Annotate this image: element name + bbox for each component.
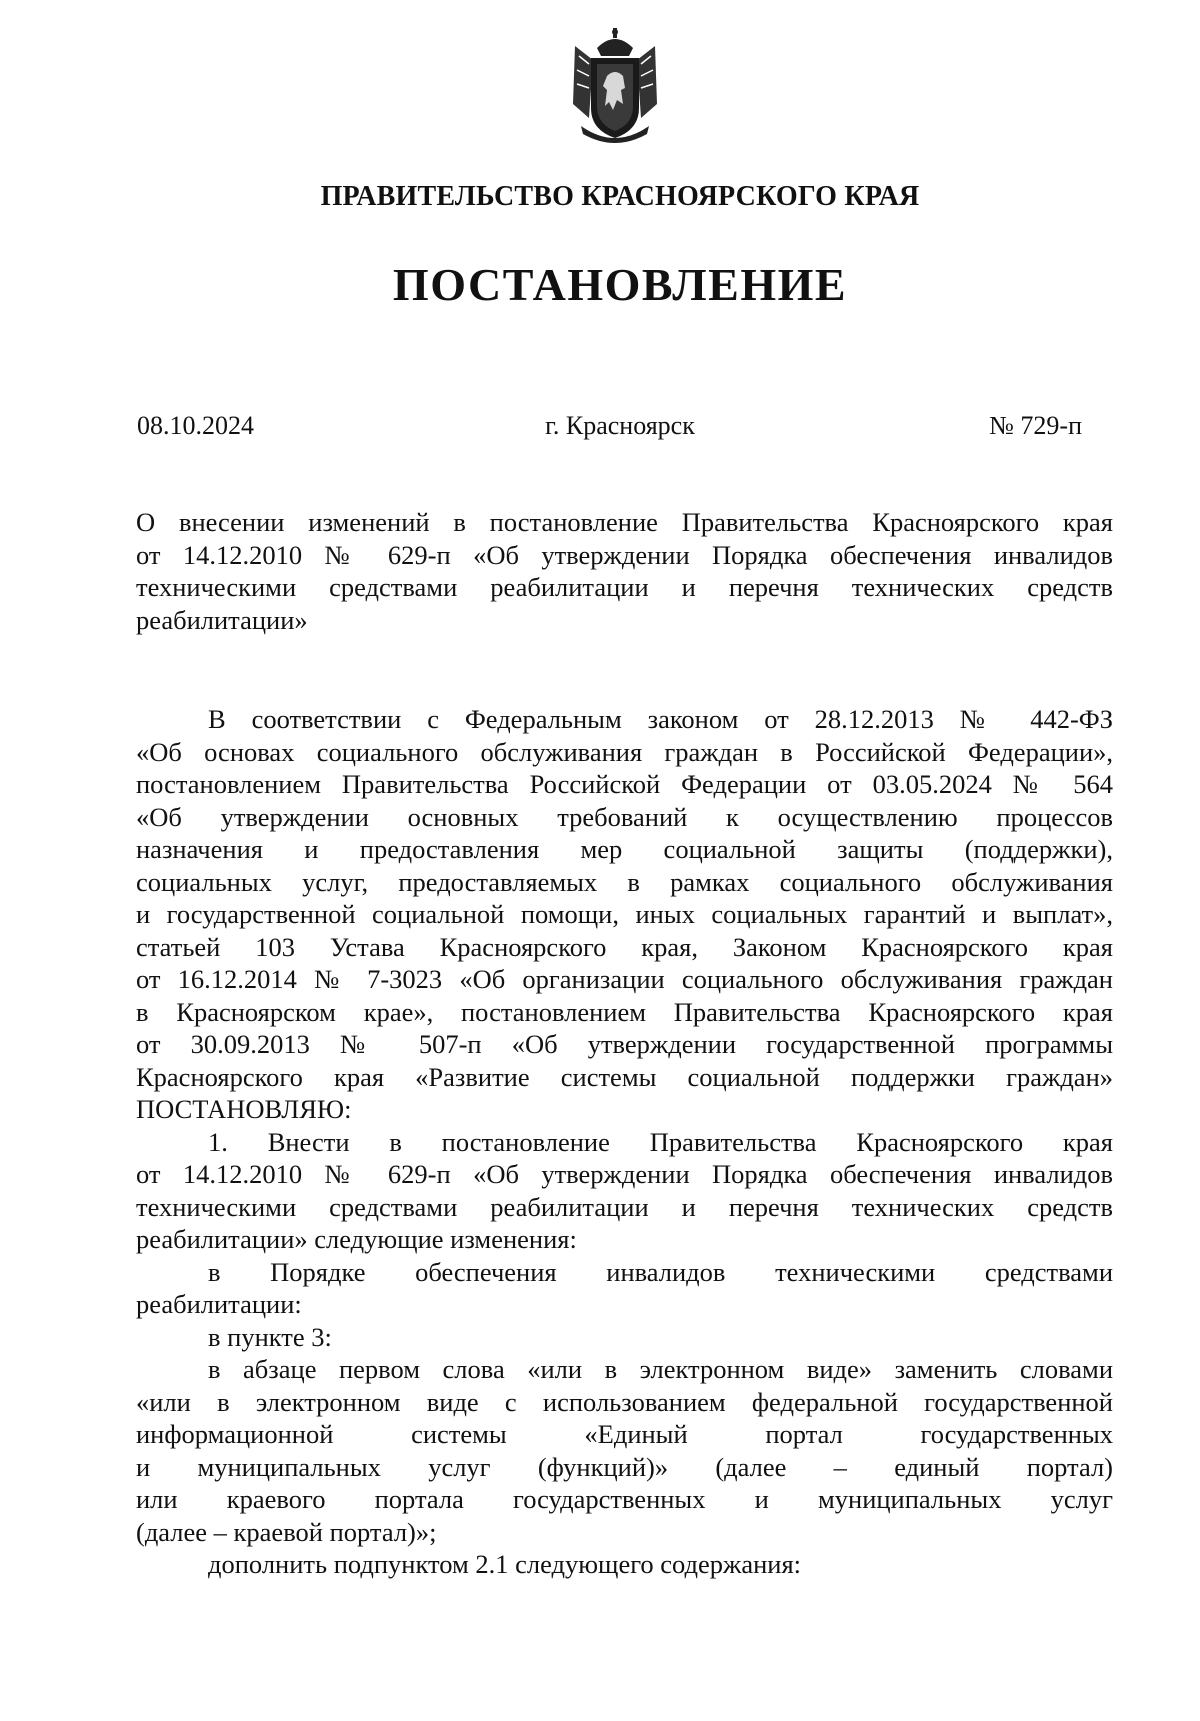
document-date: 08.10.2024 [137,411,254,440]
body-line: информационной системы «Единый портал государственных [136,1419,1113,1449]
document-number: № 729-п [989,411,1082,440]
body-line: социальных услуг, предоставляемых в рамках социального обслуживания [136,866,1113,897]
document-city: г. Красноярск [545,411,695,440]
body-line: или краевого портала государственных и муниципальных услуг [136,1484,1113,1514]
body-line: дополнить подпунктом 2.1 следующего содержания: [208,1549,802,1579]
body-line: от 30.09.2013 № 507-п «Об утверждении государственной программы [136,1029,1113,1059]
body-line: в Порядке обеспечения инвалидов техническими средствами [208,1256,1113,1287]
body-line: от 14.12.2010 № 629-п «Об утверждении Порядка обеспечения инвалидов [136,1159,1113,1189]
body-line: и муниципальных услуг (функций)» (далее – единый портал) [136,1451,1113,1482]
body-line: реабилитации» следующие изменения: [136,1224,577,1254]
body-line: Красноярского края «Развитие системы социальной поддержки граждан» [136,1061,1113,1092]
body-line: назначения и предоставления мер социальной защиты (поддержки), [136,834,1113,864]
body-line: в Красноярском крае», постановлением Правительства Красноярского края [136,996,1113,1027]
organization-title: ПРАВИТЕЛЬСТВО КРАСНОЯРСКОГО КРАЯ [320,181,920,212]
body-line: ПОСТАНОВЛЯЮ: [136,1094,352,1124]
body-line: от 16.12.2014 № 7-3023 «Об организации социального обслуживания граждан [136,964,1113,994]
body-line: В соответствии с Федеральным законом от 28.12.2013 № 442-ФЗ [208,704,1113,734]
body-line: «или в электронном виде с использованием федеральной государственной [136,1386,1113,1417]
document-type-title: ПОСТАНОВЛЕНИЕ [392,259,848,310]
body-line: реабилитации: [136,1289,302,1319]
body-line: в абзаце первом слова «или в электронном виде» заменить словами [208,1354,1113,1384]
body-line: техническими средствами реабилитации и перечня технических средств [136,1191,1113,1222]
document-subject [136,506,1113,636]
coat-of-arms-icon [567,26,663,151]
subject-line: О внесении изменений в постановление Правительства Красноярского края [136,507,1113,537]
body-line: и государственной социальной помощи, иных социальных гарантий и выплат», [136,899,1113,929]
body-line: (далее – краевой портал)»; [136,1516,437,1547]
body-line: «Об утверждении основных требований к осуществлению процессов [136,801,1113,832]
body-line: «Об основах социального обслуживания граждан в Российской Федерации», [136,736,1113,767]
subject-line: от 14.12.2010 № 629-п «Об утверждении Порядка обеспечения инвалидов [136,539,1113,570]
body-line: постановлением Правительства Российской Федерации от 03.05.2024 № 564 [136,769,1113,799]
body-line: 1. Внести в постановление Правительства Красноярского края [208,1126,1113,1157]
subject-line: техническими средствами реабилитации и перечня технических средств [136,572,1113,602]
document-body [136,703,1113,1581]
subject-line: реабилитации» [136,604,308,635]
body-line: статьей 103 Устава Красноярского края, Законом Красноярского края [136,931,1113,962]
body-line: в пункте 3: [208,1321,332,1352]
